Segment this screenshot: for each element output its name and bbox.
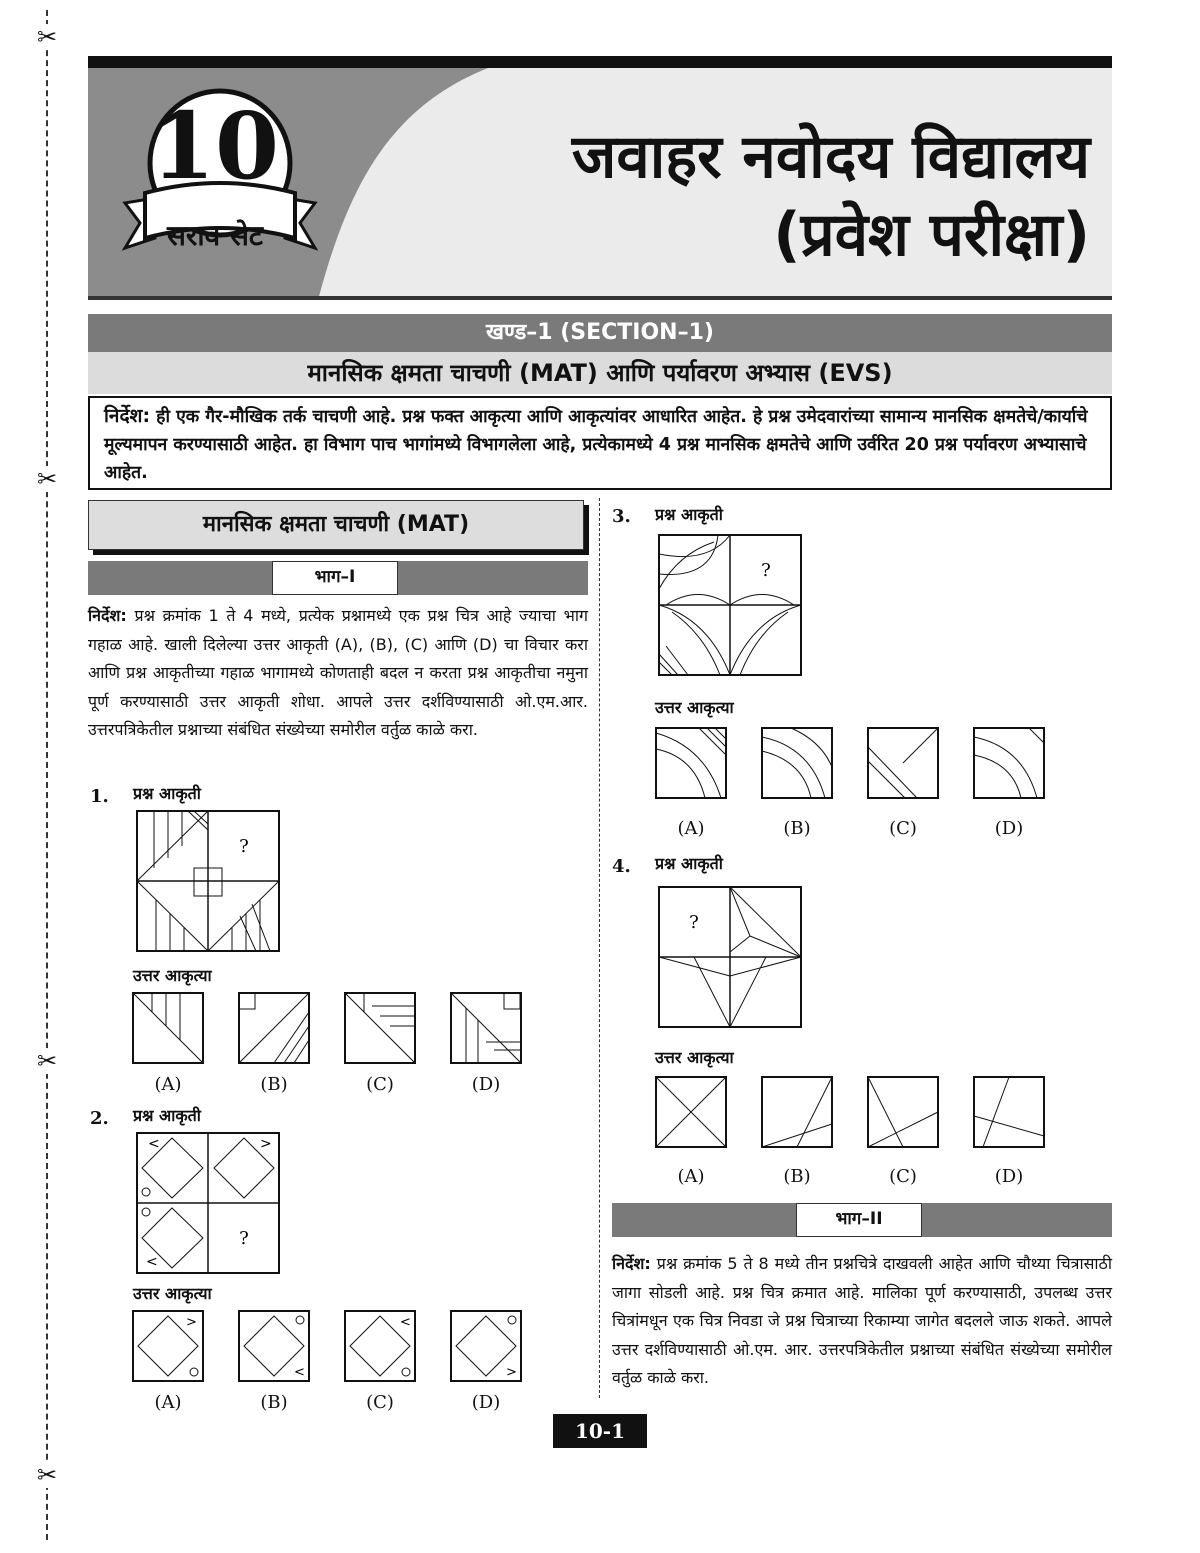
answer-figures-label: उत्तर आकृत्या	[655, 1048, 734, 1067]
q1-option-a-figure[interactable]	[132, 992, 204, 1064]
part1-directions	[88, 602, 588, 745]
q4-option-a-figure[interactable]	[655, 1076, 727, 1148]
q3-option-c-figure[interactable]	[867, 727, 939, 799]
part1-directions-text: प्रश्न क्रमांक 1 ते 4 मध्ये, प्रत्येक प्रश्नामध्ये एक प्रश्न चित्र आहे ज्याचा भाग गहाळ आहे. खाली दिलेल्या उत्तर आकृती (A), (B), (C) आणि (D) चा विचार करा आणि प्रश्न आकृतीच्या गहाळ भागामध्ये कोणताही बदल न करता प्रश्न आकृतीचा नमुना पूर्ण करण्यासाठी उत्तर आकृती शोधा. आपले उत्तर दर्शविण्यासाठी ओ.एम.आर. उत्तरपत्रिकेतील प्रश्नाच्या संबंधित संख्येच्या समोरील वर्तुळ काळे करा.	[88, 606, 588, 739]
scissors-icon: ✂	[34, 24, 60, 50]
svg-text:>: >	[260, 1136, 272, 1152]
missing-mark: ?	[239, 1228, 249, 1249]
title-line-1: जवाहर नवोदय विद्यालय	[571, 122, 1090, 192]
svg-text:>: >	[186, 1315, 197, 1330]
missing-mark: ?	[689, 912, 699, 933]
cut-line	[46, 10, 48, 1540]
option-a-label: (A)	[677, 1166, 705, 1187]
page-title	[572, 118, 1090, 274]
option-d-label: (D)	[471, 1392, 501, 1413]
q3-option-d-figure[interactable]	[973, 727, 1045, 799]
option-b-label: (B)	[260, 1074, 288, 1095]
option-b-label: (B)	[260, 1392, 288, 1413]
option-b-label: (B)	[783, 1166, 811, 1187]
svg-text:>: >	[506, 1365, 517, 1380]
q3-option-b-figure[interactable]	[761, 727, 833, 799]
section-directions	[88, 396, 1112, 490]
question-figure-label: प्रश्न आकृती	[655, 505, 723, 524]
question-number: 1.	[90, 786, 109, 807]
q4-option-d-figure[interactable]	[973, 1076, 1045, 1148]
option-c-label: (C)	[889, 818, 917, 839]
question-figure-label: प्रश्न आकृती	[655, 854, 723, 873]
directions-text: ही एक गैर-मौखिक तर्क चाचणी आहे. प्रश्न फक्त आकृत्या आणि आकृत्यांवर आधारित आहेत. हे प्रश्न उमेदवारांच्या सामान्य मानसिक क्षमतेचे/कार्याचे मूल्यमापन करण्यासाठी आहेत. हा विभाग पाच भागांमध्ये विभागलेला आहे, प्रत्येकामध्ये 4 प्रश्न मानसिक क्षमतेचे आणि उर्वरित 20 प्रश्न पर्यावरण अभ्यासाचे आहेत.	[104, 407, 1088, 483]
option-c-label: (C)	[889, 1166, 917, 1187]
part1-label: भाग–I	[272, 561, 398, 595]
set-number: 10	[150, 92, 280, 200]
section-subtitle: मानसिक क्षमता चाचणी (MAT) आणि पर्यावरण अभ्यास (EVS)	[88, 352, 1112, 394]
question-number: 4.	[612, 856, 631, 877]
svg-text:<: <	[294, 1365, 305, 1380]
q2-question-figure	[136, 1132, 280, 1274]
scissors-icon: ✂	[34, 1462, 60, 1488]
part2-bar	[612, 1203, 1112, 1237]
q2-option-c-figure[interactable]	[344, 1310, 416, 1382]
answer-figures-label: उत्तर आकृत्या	[133, 966, 212, 985]
question-figure-label: प्रश्न आकृती	[133, 784, 201, 803]
svg-text:<: <	[146, 1254, 158, 1270]
q4-question-figure	[658, 886, 802, 1028]
q4-option-c-figure[interactable]	[867, 1076, 939, 1148]
part1-directions-label: निर्देश:	[88, 606, 127, 625]
option-d-label: (D)	[994, 1166, 1024, 1187]
q1-option-c-figure[interactable]	[344, 992, 416, 1064]
section-title: खण्ड–1 (SECTION–1)	[88, 314, 1112, 352]
question-figure-label: प्रश्न आकृती	[133, 1106, 201, 1125]
part2-directions-text: प्रश्न क्रमांक 5 ते 8 मध्ये तीन प्रश्नचित्रे दाखवली आहेत आणि चौथ्या चित्रासाठी जागा सोडली आहे. प्रश्न चित्र क्रमात आहे. मालिका पूर्ण करण्यासाठी, उपलब्ध उत्तर चित्रांमधून एक चित्र निवडा जे प्रश्न चित्राच्या रिकाम्या जागेत बदलले जाऊ शकते. आपले उत्तर दर्शविण्यासाठी ओ.एम. आर. उत्तरपत्रिकेतील प्रश्नाच्या संबंधित संख्येच्या समोरील वर्तुळ काळे करा.	[612, 1254, 1112, 1387]
set-label: सराव सेट	[167, 219, 263, 252]
q2-option-b-figure[interactable]	[238, 1310, 310, 1382]
question-number: 2.	[90, 1108, 109, 1129]
scissors-icon: ✂	[34, 466, 60, 492]
option-c-label: (C)	[366, 1392, 394, 1413]
q2-option-a-figure[interactable]	[132, 1310, 204, 1382]
question-number: 3.	[612, 506, 631, 527]
q1-question-figure	[136, 810, 280, 952]
option-d-label: (D)	[471, 1074, 501, 1095]
part1-bar	[88, 561, 588, 595]
part2-directions	[612, 1250, 1112, 1393]
q3-question-figure	[658, 534, 802, 676]
q3-option-a-figure[interactable]	[655, 727, 727, 799]
part2-directions-label: निर्देश:	[612, 1254, 651, 1273]
option-a-label: (A)	[154, 1074, 182, 1095]
q1-option-d-figure[interactable]	[450, 992, 522, 1064]
option-b-label: (B)	[783, 818, 811, 839]
scissors-icon: ✂	[34, 1048, 60, 1074]
column-divider	[599, 498, 600, 1398]
option-a-label: (A)	[154, 1392, 182, 1413]
missing-mark: ?	[761, 560, 771, 581]
q2-option-d-figure[interactable]	[450, 1310, 522, 1382]
mat-heading: मानसिक क्षमता चाचणी (MAT)	[88, 500, 584, 550]
q4-option-b-figure[interactable]	[761, 1076, 833, 1148]
option-a-label: (A)	[677, 818, 705, 839]
option-c-label: (C)	[366, 1074, 394, 1095]
q1-option-b-figure[interactable]	[238, 992, 310, 1064]
title-line-2: (प्रवेश परीक्षा)	[773, 200, 1090, 270]
option-d-label: (D)	[994, 818, 1024, 839]
part2-label: भाग–II	[796, 1203, 922, 1237]
page-number: 10-1	[553, 1414, 647, 1448]
missing-mark: ?	[239, 836, 249, 857]
directions-label: निर्देश:	[104, 405, 151, 427]
answer-figures-label: उत्तर आकृत्या	[133, 1284, 212, 1303]
svg-text:<: <	[400, 1315, 411, 1330]
svg-text:<: <	[148, 1136, 160, 1152]
answer-figures-label: उत्तर आकृत्या	[655, 698, 734, 717]
